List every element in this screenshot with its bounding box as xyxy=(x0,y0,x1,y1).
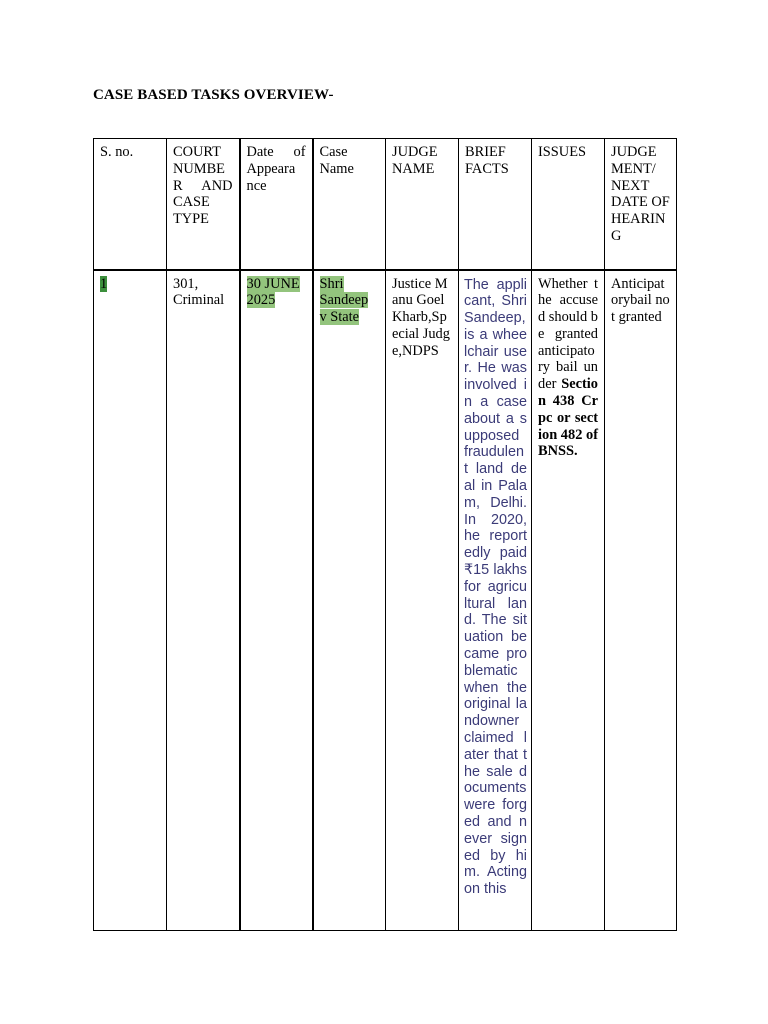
header-court: COURT NUMBE R AND CASE TYPE xyxy=(167,139,240,270)
header-judge: JUDGE NAME xyxy=(386,139,459,270)
cell-judgement: Anticipatorybail not granted xyxy=(605,270,677,931)
cell-case-name xyxy=(313,270,386,931)
table-header-row xyxy=(94,139,677,270)
issues-text: Whether the accused should be granted anticipatory bail under xyxy=(538,275,598,393)
header-date: Date of Appeara nce xyxy=(240,139,313,270)
header-judgement: JUDGE MENT/ NEXT DATE OF HEARIN G xyxy=(605,139,677,270)
table-row xyxy=(94,270,677,931)
header-sno: S. no. xyxy=(94,139,167,270)
cell-issues xyxy=(532,270,605,931)
page-title: CASE BASED TASKS OVERVIEW- xyxy=(93,87,334,103)
header-case-name: Case Name xyxy=(313,139,386,270)
cell-facts: The applicant, Shri Sandeep, is a wheelchair user. He was involved in a case about a supposed fraudulent land deal in Palam, Delhi. In 2020, he reportedly paid ₹15 lakhs for agricultural land. The situation became problematic when the original landowner claimed later that the sale documents were forged and never signed by him. Acting on this xyxy=(459,270,532,931)
header-facts: BRIEF FACTS xyxy=(459,139,532,270)
cell-date xyxy=(240,270,313,931)
sno-value: 1 xyxy=(100,275,108,292)
issues-section: Section 438 Crpc or section 482 of BNSS. xyxy=(538,376,598,460)
cell-sno xyxy=(94,270,167,931)
case-table xyxy=(93,138,677,931)
cell-judge: Justice Manu Goel Kharb,Special Judge,NDPS xyxy=(386,270,459,931)
cell-court: 301, Criminal xyxy=(167,270,240,931)
date-value: 30 JUNE 2025 xyxy=(246,275,300,309)
case-name-value: Shri Sandeep v State xyxy=(319,275,369,326)
header-issues: ISSUES xyxy=(532,139,605,270)
